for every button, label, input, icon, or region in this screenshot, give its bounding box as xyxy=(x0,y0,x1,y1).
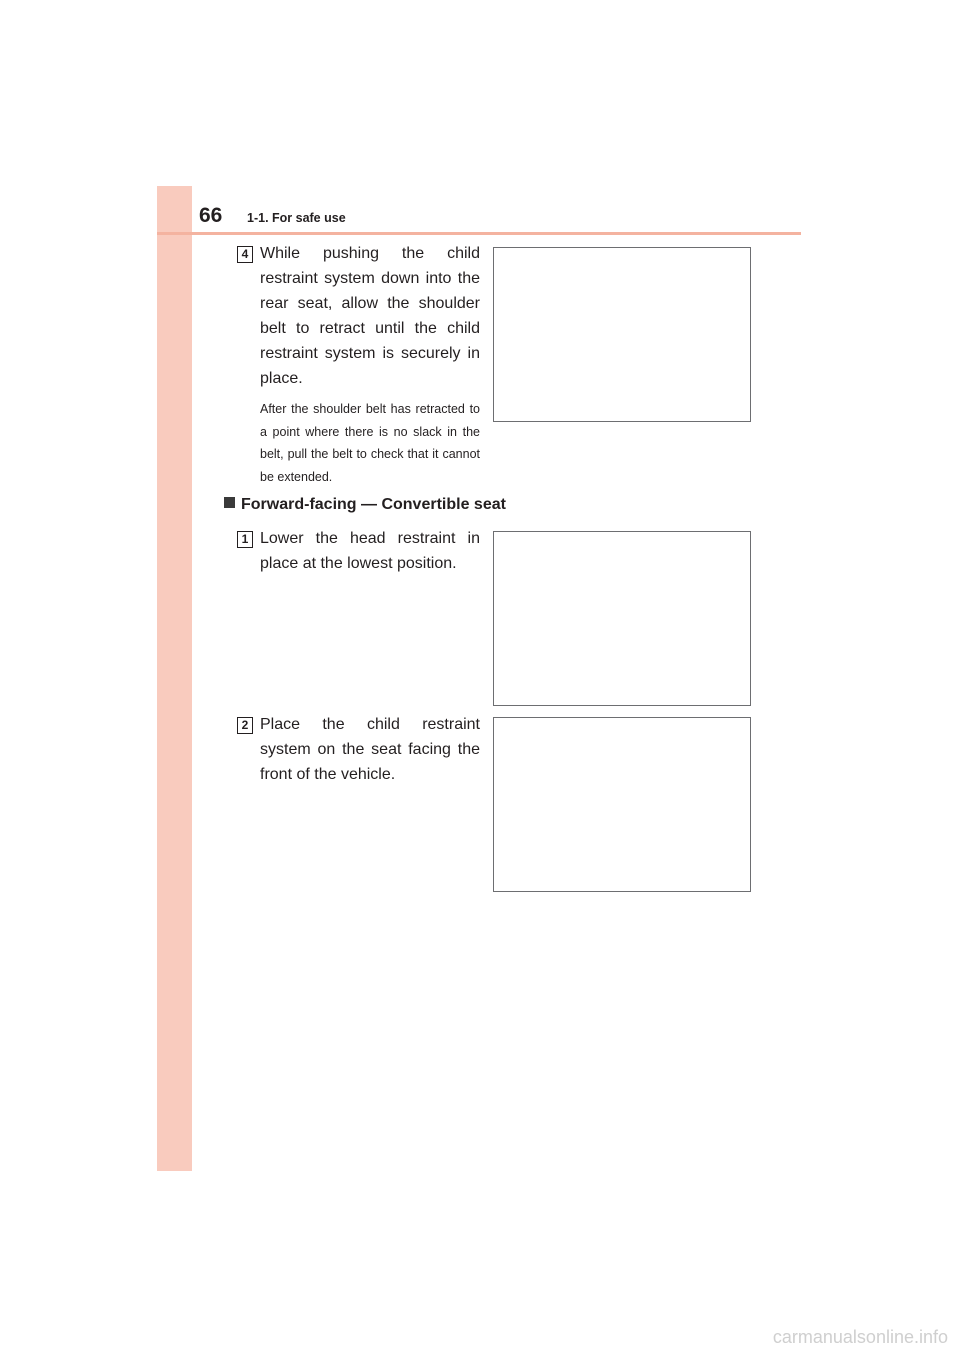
section-title: 1-1. For safe use xyxy=(247,211,346,225)
step-1-illustration xyxy=(493,531,751,706)
watermark: carmanualsonline.info xyxy=(772,1327,948,1347)
subheading-text: Forward-facing — Convertible seat xyxy=(241,496,506,513)
step-badge-4: 4 xyxy=(237,246,253,263)
step-2-text: Place the child restraint system on the seat facing the front of the vehicle. xyxy=(260,716,480,783)
step-4-text: While pushing the child restraint system down into the rear seat, allow the shoulder belt to retract until the child restraint system is securely in place. xyxy=(260,245,480,387)
page-number: 66 xyxy=(199,204,223,227)
step-4-illustration xyxy=(493,247,751,422)
step-2-illustration xyxy=(493,717,751,892)
step-1-text: Lower the head restraint in place at the lowest position. xyxy=(260,530,480,572)
step-badge-1: 1 xyxy=(237,531,253,548)
subheading-forward-facing xyxy=(224,496,506,514)
side-tab-band xyxy=(157,186,192,1171)
header-rule xyxy=(157,232,801,235)
step-badge-2: 2 xyxy=(237,717,253,734)
step-4-note: After the shoulder belt has retracted to a point where there is no slack in the belt, pull the belt to check that it cannot be extended. xyxy=(260,402,480,484)
square-bullet-icon xyxy=(224,497,235,508)
